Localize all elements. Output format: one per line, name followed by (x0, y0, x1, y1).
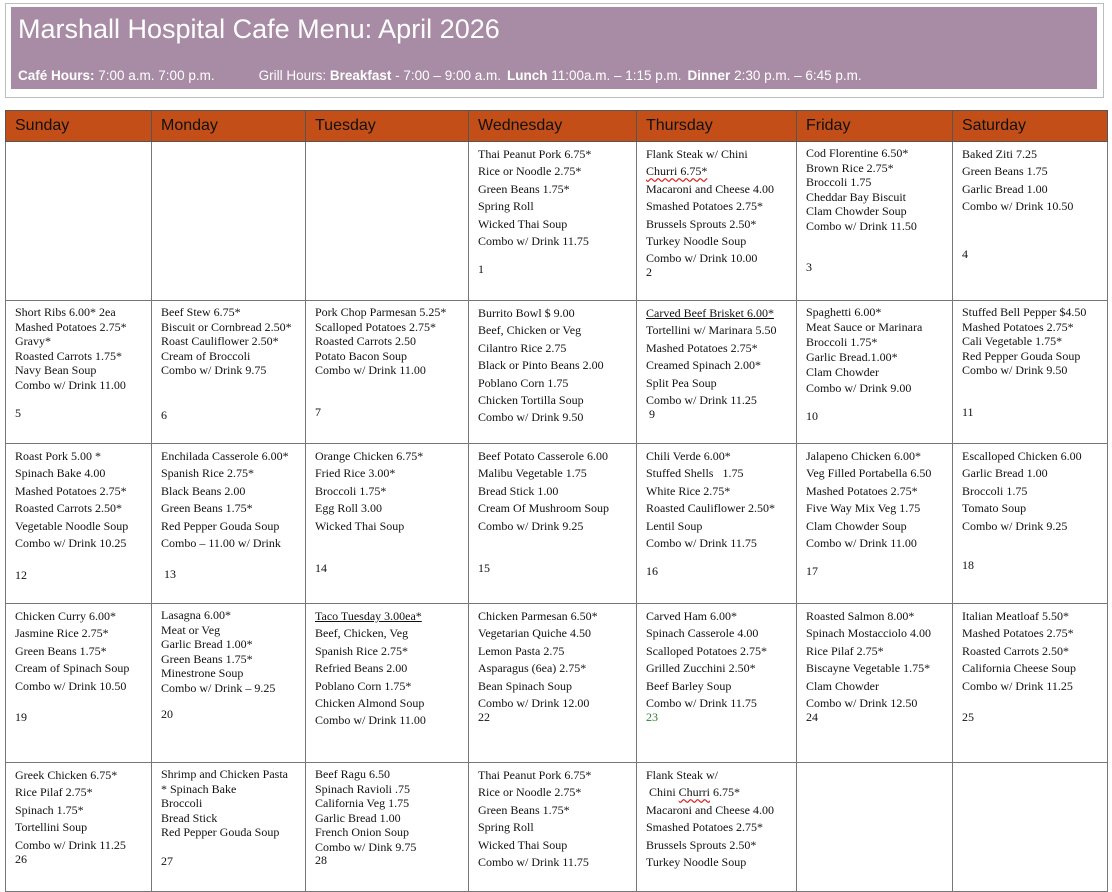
menu-item: Flank Steak w/ (646, 768, 718, 782)
menu-item: Lentil Soup (646, 518, 703, 533)
menu-item: Combo w/ Drink 11.25 (646, 393, 757, 408)
menu-item: California Cheese Soup (962, 661, 1076, 676)
menu-item: Broccoli (161, 796, 203, 811)
menu-item: Broccoli 1.75* (806, 335, 878, 349)
day-number: 5 (15, 406, 21, 420)
day-cell (953, 301, 1108, 444)
day-number: 28 (315, 853, 327, 867)
menu-item: Jalapeno Chicken 6.00* (806, 449, 921, 463)
menu-item: Combo w/ Drink 9.00 (806, 381, 912, 395)
menu-item: Beef, Chicken, Veg (315, 626, 409, 641)
menu-item: Brussels Sprouts 2.50* (646, 837, 757, 852)
menu-item: Smashed Potatoes 2.75* (646, 199, 763, 214)
menu-item: Combo w/ Dink 9.75 (315, 839, 417, 854)
day-number: 22 (478, 710, 490, 724)
day-cell (637, 301, 797, 444)
day-number: 14 (315, 561, 327, 575)
day-number: 2 (646, 265, 652, 279)
day-cell (6, 763, 152, 892)
menu-calendar (5, 110, 1108, 892)
menu-item: Italian Meatloaf 5.50* (962, 609, 1069, 623)
menu-item: Five Way Mix Veg 1.75 (806, 501, 921, 516)
menu-item: Combo w/ Drink 11.00 (806, 536, 917, 551)
menu-item: Chili Verde 6.00* (646, 449, 731, 463)
day-cell (6, 301, 152, 444)
menu-item: Combo w/ Drink 10.50 (962, 199, 1074, 214)
menu-item: Green Beans 1.75* (15, 643, 107, 658)
menu-item: Mashed Potatoes 2.75* (646, 340, 758, 355)
menu-item: Poblano Corn 1.75 (478, 375, 569, 390)
day-cell (6, 142, 152, 301)
menu-item: Stuffed Shells 1.75 (646, 466, 744, 481)
day-number: 15 (478, 561, 490, 575)
menu-item: Chicken Parmesan 6.50* (478, 609, 598, 623)
day-cell (637, 142, 797, 301)
day-cell (953, 763, 1108, 892)
menu-item: Combo w/ Drink 11.75 (478, 855, 589, 870)
header-banner (11, 7, 1097, 89)
menu-item: Mashed Potatoes 2.75* (15, 319, 127, 334)
day-number: 3 (806, 260, 812, 274)
menu-item: Spinach Bake 4.00 (15, 466, 106, 481)
menu-item: Combo w/ Drink 9.50 (962, 363, 1068, 378)
menu-item: Tortellini w/ Marinara 5.50 (646, 323, 777, 338)
menu-item: Roasted Carrots 2.50* (962, 643, 1069, 658)
day-cell (953, 604, 1108, 763)
menu-item: Vegetarian Quiche 4.50 (478, 626, 591, 641)
menu-item: Roasted Salmon 8.00* (806, 609, 915, 623)
day-number: 27 (161, 854, 173, 868)
menu-item: Chicken Almond Soup (315, 696, 425, 711)
menu-item: Wicked Thai Soup (478, 837, 568, 852)
menu-item: Combo w/ Drink 9.25 (478, 518, 584, 533)
menu-item: Refried Beans 2.00 (315, 661, 408, 676)
menu-item: Asparagus (6ea) 2.75* (478, 661, 587, 676)
menu-item: Beef Ragu 6.50 (315, 767, 390, 781)
day-cell (797, 301, 953, 444)
menu-item: Turkey Noodle Soup (646, 855, 747, 870)
menu-item (646, 784, 793, 801)
menu-item: Enchilada Casserole 6.00* (161, 449, 289, 463)
menu-item: Bean Spinach Soup (478, 678, 572, 693)
menu-item: Garlic Bread 1.00 (315, 810, 401, 825)
menu-item: Thai Peanut Pork 6.75* (478, 768, 592, 782)
menu-item: Combo w/ Drink 10.50 (15, 678, 127, 693)
day-cell (637, 444, 797, 604)
menu-item: Scalloped Potatoes 2.75* (646, 643, 767, 658)
menu-item: Combo w/ Drink 9.75 (161, 363, 267, 378)
week-row (6, 604, 1108, 763)
day-number: 17 (806, 564, 818, 578)
grill-hours-label: Grill Hours: (258, 68, 330, 83)
day-cell (306, 444, 469, 604)
menu-item: Green Beans 1.75* (478, 802, 570, 817)
day-number: 24 (806, 710, 818, 724)
menu-item: Meat Sauce or Marinara (806, 320, 923, 334)
menu-item: California Veg 1.75 (315, 796, 410, 811)
menu-item: Spinach Casserole 4.00 (646, 626, 759, 641)
menu-item: Combo w/ Drink 11.00 (315, 363, 426, 378)
menu-item: Baked Ziti 7.25 (962, 147, 1037, 161)
menu-item: Flank Steak w/ Chini (646, 147, 748, 161)
week-row (6, 763, 1108, 892)
day-cell (953, 444, 1108, 604)
menu-item: * Spinach Bake (161, 781, 237, 796)
menu-item: Combo w/ Drink 11.75 (478, 234, 589, 249)
menu-item: Tomato Soup (962, 501, 1027, 516)
menu-item: Malibu Vegetable 1.75 (478, 466, 587, 481)
hours-line (18, 68, 862, 84)
menu-item: Combo – 11.00 w/ Drink (161, 536, 281, 551)
day-number: 18 (962, 558, 974, 572)
day-cell (797, 142, 953, 301)
menu-item: Black Beans 2.00 (161, 483, 246, 498)
menu-item: Stuffed Bell Pepper $4.50 (962, 305, 1087, 319)
menu-item: Clam Chowder (806, 365, 879, 379)
menu-item-text: Chini (646, 785, 679, 800)
menu-item: Thai Peanut Pork 6.75* (478, 147, 592, 161)
day-cell (469, 301, 637, 444)
weekday-header-row (6, 111, 1108, 142)
menu-item: Brown Rice 2.75* (806, 160, 894, 175)
menu-item: Cream of Broccoli (161, 348, 251, 363)
menu-item: Carved Ham 6.00* (646, 609, 737, 623)
menu-item: Combo w/ Drink 10.00 (646, 251, 758, 266)
menu-item: Garlic Bread.1.00* (806, 350, 898, 364)
menu-item: Smashed Potatoes 2.75* (646, 820, 763, 835)
lunch-label: Lunch (506, 68, 548, 83)
menu-item: Garlic Bread 1.00* (161, 637, 253, 652)
menu-item: Clam Chowder Soup (806, 204, 907, 219)
day-number: 19 (15, 710, 27, 724)
menu-item: Clam Chowder (806, 678, 879, 693)
menu-item: Green Beans 1.75* (161, 651, 253, 666)
menu-item: Garlic Bread 1.00 (962, 181, 1048, 196)
weekday-header: Wednesday (469, 111, 637, 142)
day-number: 11 (962, 405, 974, 419)
menu-item: Biscuit or Cornbread 2.50* (161, 319, 292, 334)
menu-item: Cali Vegetable 1.75* (962, 334, 1063, 349)
menu-item: Carved Beef Brisket 6.00* (646, 306, 774, 320)
menu-item: Greek Chicken 6.75* (15, 768, 118, 782)
menu-item: Potato Bacon Soup (315, 348, 407, 363)
day-cell (6, 444, 152, 604)
menu-item: Gravy* (15, 334, 51, 349)
page-title: Marshall Hospital Cafe Menu: April 2026 (18, 14, 500, 44)
menu-item: Combo w/ Drink 10.25 (15, 536, 127, 551)
menu-item: Mashed Potatoes 2.75* (962, 319, 1074, 334)
day-cell (797, 604, 953, 763)
menu-item: Split Pea Soup (646, 375, 717, 390)
menu-item: Spanish Rice 2.75* (161, 466, 254, 481)
cafe-hours-label: Café Hours: (18, 68, 95, 83)
day-number: 9 (649, 407, 655, 421)
menu-item: Combo w/ Drink 11.25 (15, 837, 126, 852)
menu-item: Navy Bean Soup (15, 363, 97, 378)
menu-item: Pork Chop Parmesan 5.25* (315, 305, 447, 319)
menu-item: Roast Cauliflower 2.50* (161, 334, 279, 349)
menu-item: Lasagna 6.00* (161, 608, 231, 622)
day-cell (797, 444, 953, 604)
menu-item: Red Pepper Gouda Soup (962, 348, 1081, 363)
menu-item: Churri 6.75* (646, 164, 708, 179)
day-cell (152, 444, 306, 604)
day-cell (152, 604, 306, 763)
menu-item: Mashed Potatoes 2.75* (15, 483, 127, 498)
day-cell (152, 301, 306, 444)
menu-item: Roasted Carrots 1.75* (15, 348, 122, 363)
menu-item: Wicked Thai Soup (478, 216, 568, 231)
week-row (6, 301, 1108, 444)
day-number: 26 (15, 852, 27, 866)
menu-item: Combo w/ Drink 12.50 (806, 696, 918, 711)
menu-item: Macaroni and Cheese 4.00 (646, 181, 774, 196)
weekday-header: Friday (797, 111, 953, 142)
day-number: 12 (15, 568, 27, 582)
menu-item: Red Pepper Gouda Soup (161, 518, 280, 533)
weekday-header: Tuesday (306, 111, 469, 142)
day-cell (797, 763, 953, 892)
day-number: 25 (962, 710, 974, 724)
menu-item: Cream Of Mushroom Soup (478, 501, 609, 516)
menu-item: Green Beans 1.75 (962, 164, 1048, 179)
menu-item: Black or Pinto Beans 2.00 (478, 358, 604, 373)
day-number: 1 (478, 262, 484, 276)
menu-item: Spanish Rice 2.75* (315, 643, 408, 658)
lunch-hours: 11:00a.m. – 1:15 p.m. (547, 68, 682, 83)
day-cell (306, 763, 469, 892)
menu-item: Chicken Tortilla Soup (478, 393, 584, 408)
menu-item: Beef Stew 6.75* (161, 305, 241, 319)
menu-item: Burrito Bowl $ 9.00 (478, 306, 575, 320)
menu-item: Green Beans 1.75* (478, 181, 570, 196)
day-cell (637, 604, 797, 763)
menu-item: Combo w/ Drink 11.75 (646, 696, 757, 711)
breakfast-hours: - 7:00 – 9:00 a.m. (391, 68, 501, 83)
menu-item: Beef, Chicken or Veg (478, 323, 582, 338)
menu-item: Orange Chicken 6.75* (315, 449, 424, 463)
menu-item: Vegetable Noodle Soup (15, 518, 129, 533)
day-cell (953, 142, 1108, 301)
menu-item: Veg Filled Portabella 6.50 (806, 466, 932, 481)
menu-item: Mashed Potatoes 2.75* (806, 483, 918, 498)
day-cell (469, 604, 637, 763)
day-number: 23 (646, 710, 658, 724)
menu-item: Combo w/ Drink – 9.25 (161, 680, 276, 695)
menu-item: Broccoli 1.75 (962, 483, 1028, 498)
menu-item: Chicken Curry 6.00* (15, 609, 116, 623)
menu-item: Creamed Spinach 2.00* (646, 358, 761, 373)
menu-item: Roasted Cauliflower 2.50* (646, 501, 775, 516)
menu-item: Green Beans 1.75* (161, 501, 253, 516)
menu-item: Biscayne Vegetable 1.75* (806, 661, 931, 676)
menu-item: Mashed Potatoes 2.75* (962, 626, 1074, 641)
menu-item: Cream of Spinach Soup (15, 661, 130, 676)
menu-item: Combo w/ Drink 11.00 (315, 713, 426, 728)
day-number: 13 (164, 567, 176, 581)
menu-item: Egg Roll 3.00 (315, 501, 383, 516)
menu-item: Spring Roll (478, 820, 534, 835)
weekday-header: Saturday (953, 111, 1108, 142)
menu-item: Combo w/ Drink 11.50 (806, 218, 917, 233)
day-cell (306, 142, 469, 301)
menu-item: Combo w/ Drink 11.00 (15, 377, 126, 392)
menu-item: Spring Roll (478, 199, 534, 214)
menu-item: Clam Chowder Soup (806, 518, 907, 533)
week-row (6, 444, 1108, 604)
menu-item: Rice Pilaf 2.75* (15, 785, 93, 800)
menu-item: Rice Pilaf 2.75* (806, 643, 884, 658)
day-cell (469, 142, 637, 301)
menu-item: Poblano Corn 1.75* (315, 678, 412, 693)
dinner-label: Dinner (687, 68, 731, 83)
day-cell (152, 142, 306, 301)
menu-item: Tortellini Soup (15, 820, 88, 835)
menu-item: Broccoli 1.75 (806, 175, 872, 190)
menu-item: Beef Barley Soup (646, 678, 732, 693)
menu-item: Garlic Bread 1.00 (962, 466, 1048, 481)
day-cell (469, 763, 637, 892)
menu-item: Spinach Ravioli .75 (315, 781, 410, 796)
menu-item: Beef Potato Casserole 6.00 (478, 449, 608, 463)
menu-item: Taco Tuesday 3.00ea* (315, 609, 422, 623)
menu-item: Combo w/ Drink 11.75 (646, 536, 757, 551)
weekday-header: Monday (152, 111, 306, 142)
day-cell (306, 301, 469, 444)
menu-item: Spinach 1.75* (15, 802, 84, 817)
menu-item: Escalloped Chicken 6.00 (962, 449, 1082, 463)
menu-item: Turkey Noodle Soup (646, 234, 747, 249)
menu-item: Combo w/ Drink 9.25 (962, 518, 1068, 533)
day-cell (637, 763, 797, 892)
week-row (6, 142, 1108, 301)
day-cell (152, 763, 306, 892)
menu-item: Spaghetti 6.00* (806, 305, 882, 319)
menu-item: Short Ribs 6.00* 2ea (15, 305, 116, 319)
day-number: 10 (806, 409, 818, 423)
menu-item: Cheddar Bay Biscuit (806, 189, 906, 204)
weekday-header: Sunday (6, 111, 152, 142)
menu-item: Lemon Pasta 2.75 (478, 643, 565, 658)
menu-item: Rice or Noodle 2.75* (478, 785, 582, 800)
weekday-header: Thursday (637, 111, 797, 142)
menu-item: Wicked Thai Soup (315, 518, 405, 533)
menu-item: Bread Stick 1.00 (478, 483, 559, 498)
menu-item: Scalloped Potatoes 2.75* (315, 319, 436, 334)
day-number: 7 (315, 405, 321, 419)
day-number: 4 (962, 247, 968, 261)
menu-item: Grilled Zucchini 2.50* (646, 661, 756, 676)
menu-item: Shrimp and Chicken Pasta (161, 767, 288, 781)
menu-item: Minestrone Soup (161, 666, 244, 681)
breakfast-label: Breakfast (329, 68, 392, 83)
day-number: 20 (161, 707, 173, 721)
menu-item: Fried Rice 3.00* (315, 466, 396, 481)
menu-item: Combo w/ Drink 9.50 (478, 410, 584, 425)
menu-item: Cod Florentine 6.50* (806, 146, 909, 160)
menu-item: Meat or Veg (161, 622, 221, 637)
menu-item: Roasted Carrots 2.50* (15, 501, 122, 516)
menu-item: Combo w/ Drink 12.00 (478, 696, 590, 711)
menu-item: Roasted Carrots 2.50 (315, 334, 416, 349)
menu-item: Brussels Sprouts 2.50* (646, 216, 757, 231)
dinner-hours: 2:30 p.m. – 6:45 p.m. (730, 68, 862, 83)
menu-item: Cilantro Rice 2.75 (478, 340, 567, 355)
menu-item: Roast Pork 5.00 * (15, 449, 102, 463)
menu-item: Bread Stick (161, 810, 218, 825)
menu-item: French Onion Soup (315, 825, 409, 840)
menu-item-text: Churri (678, 785, 711, 800)
day-number: 16 (646, 564, 658, 578)
day-cell (306, 604, 469, 763)
menu-item-text: 6.75* (710, 785, 741, 800)
menu-item: White Rice 2.75* (646, 483, 731, 498)
day-number: 6 (161, 408, 167, 422)
menu-item: Combo w/ Drink 11.25 (962, 678, 1073, 693)
menu-item: Macaroni and Cheese 4.00 (646, 802, 774, 817)
menu-item: Jasmine Rice 2.75* (15, 626, 109, 641)
cafe-hours: 7:00 a.m. 7:00 p.m. (94, 68, 215, 83)
day-cell (6, 604, 152, 763)
menu-item: Spinach Mostacciolo 4.00 (806, 626, 931, 641)
menu-item: Rice or Noodle 2.75* (478, 164, 582, 179)
menu-item: Red Pepper Gouda Soup (161, 825, 280, 840)
menu-item: Broccoli 1.75* (315, 483, 387, 498)
day-cell (469, 444, 637, 604)
